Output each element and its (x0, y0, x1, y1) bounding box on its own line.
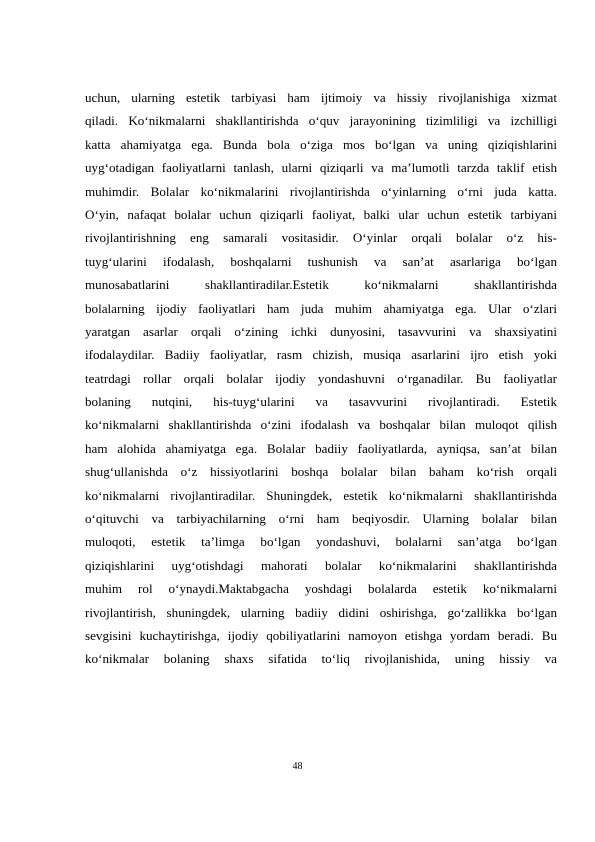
text-line: o‘qituvchi va tarbiyachilarning o‘rni ham beqiyosdir. Ularning bolalar bilan (85, 511, 557, 527)
text-line: qiladi. Ko‘nikmalarni shakllantirishda o‘quv jarayonining tizimliligi va izchilligi (85, 113, 557, 129)
text-line: ifodalaydilar. Badiiy faoliyatlar, rasm chizish, musiqa asarlarini ijro etish yoki (85, 347, 557, 363)
body-paragraph (85, 86, 557, 671)
text-line: uyg‘otadigan faoliyatlarni tanlash, ularni qiziqarli va ma’lumotli tarzda taklif etish (85, 160, 557, 176)
text-line: yaratgan asarlar orqali o‘zining ichki dunyosini, tasavvurini va shaxsiyatini (85, 323, 557, 339)
text-line: ko‘nikmalarni rivojlantiradilar. Shuningdek, estetik ko‘nikmalarni shakllantirishda (85, 487, 557, 503)
text-line: teatrdagi rollar orqali bolalar ijodiy yondashuvni o‘rganadilar. Bu faoliyatlar (85, 370, 557, 386)
text-line: bolalarning ijodiy faoliyatlari ham juda muhim ahamiyatga ega. Ular o‘zlari (85, 300, 557, 316)
text-line: muhim rol o‘ynaydi.Maktabgacha yoshdagi bolalarda estetik ko‘nikmalarni (85, 581, 557, 597)
text-line: qiziqishlarini uyg‘otishdagi mahorati bolalar ko‘nikmalarini shakllantirishda (85, 557, 557, 573)
text-line: ham alohida ahamiyatga ega. Bolalar badiiy faoliyatlarda, ayniqsa, san’at bilan (85, 440, 557, 456)
text-line: muhimdir. Bolalar ko‘nikmalarini rivojlantirishda o‘yinlarning o‘rni juda katta. (85, 183, 557, 199)
text-line: ko‘nikmalarni shakllantirishda o‘zini ifodalash va boshqalar bilan muloqot qilish (85, 417, 557, 433)
text-line: muloqoti, estetik ta’limga bo‘lgan yondashuvi, bolalarni san’atga bo‘lgan (85, 534, 557, 550)
text-line: tuyg‘ularini ifodalash, boshqalarni tushunish va san’at asarlariga bo‘lgan (85, 253, 557, 269)
text-line: sevgisini kuchaytirishga, ijodiy qobiliyatlarini namoyon etishga yordam beradi. Bu (85, 627, 557, 643)
text-line: shug‘ullanishda o‘z hissiyotlarini boshqa bolalar bilan baham ko‘rish orqali (85, 464, 557, 480)
text-line: rivojlantirish, shuningdek, ularning badiiy didini oshirishga, go‘zallikka bo‘lgan (85, 604, 557, 620)
text-line: rivojlantirishning eng samarali vositasidir. O‘yinlar orqali bolalar o‘z his- (85, 230, 557, 246)
text-line: uchun, ularning estetik tarbiyasi ham ijtimoiy va hissiy rivojlanishiga xizmat (85, 90, 557, 105)
text-line: munosabatlarini shakllantiradilar.Estetik ko‘nikmalarni shakllantirishda (85, 277, 557, 293)
text-line: katta ahamiyatga ega. Bunda bola o‘ziga mos bo‘lgan va uning qiziqishlarini (85, 136, 557, 152)
page-number: 48 (292, 761, 303, 772)
text-line: O‘yin, nafaqat bolalar uchun qiziqarli faoliyat, balki ular uchun estetik tarbiyani (85, 206, 557, 222)
text-line: ko‘nikmalar bolaning shaxs sifatida to‘liq rivojlanishida, uning hissiy va (85, 651, 557, 667)
text-line: bolaning nutqini, his-tuyg‘ularini va tasavvurini rivojlantiradi. Estetik (85, 394, 557, 410)
